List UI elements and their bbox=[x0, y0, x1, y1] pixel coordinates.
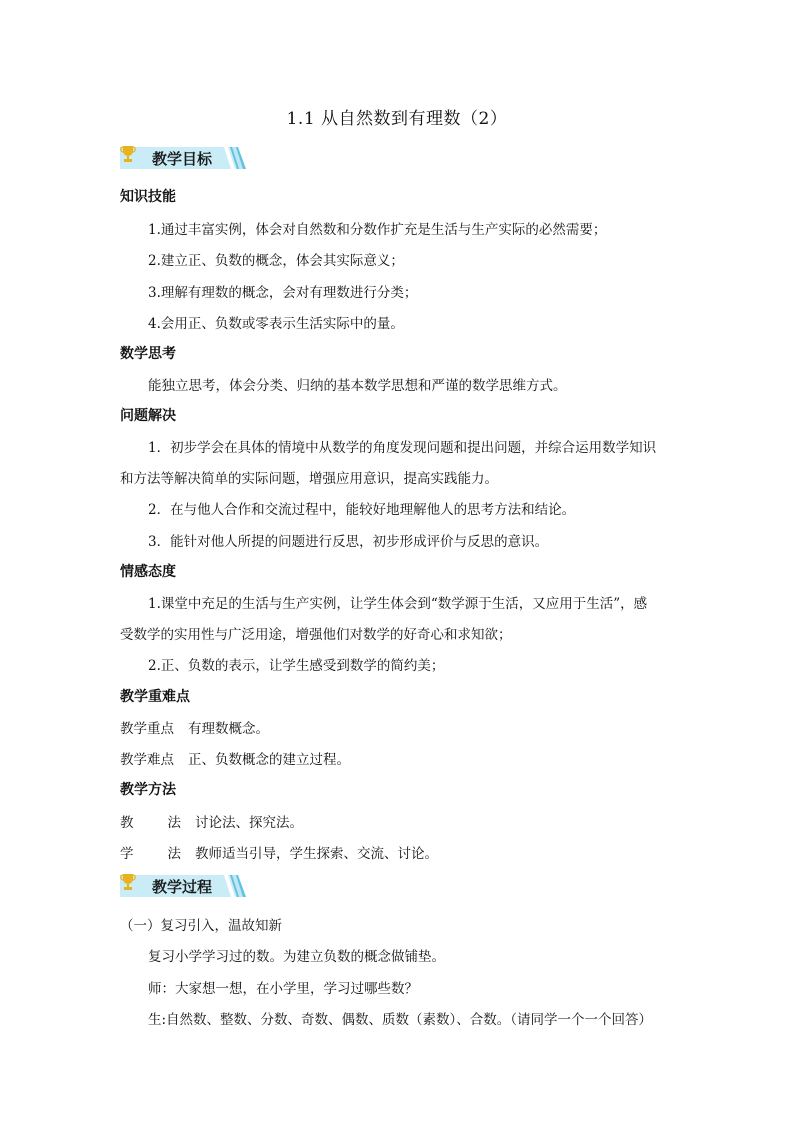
section-banner-goals bbox=[120, 145, 246, 171]
thinking-item-1: 能独立思考，体会分类、归纳的基本数学思想和严谨的数学思维方式。 bbox=[148, 378, 567, 394]
process-line-1: 复习小学学习过的数。为建立负数的概念做铺垫。 bbox=[148, 949, 445, 965]
learn-value: 教师适当引导，学生探索、交流、讨论。 bbox=[195, 846, 438, 862]
keypoint-focus bbox=[120, 717, 269, 737]
teach-value: 讨论法、探究法。 bbox=[195, 815, 303, 831]
heading-thinking: 数学思考 bbox=[120, 346, 176, 362]
knowledge-item-3: 3.理解有理数的概念，会对有理数进行分类； bbox=[148, 285, 418, 301]
method-learn bbox=[120, 842, 438, 862]
heading-attitude: 情感态度 bbox=[120, 564, 176, 580]
banner-label: 教学目标 bbox=[152, 150, 213, 168]
teach-label-1: 教 bbox=[120, 815, 134, 831]
knowledge-item-1: 1.通过丰富实例，体会对自然数和分数作扩充是生活与生产实际的必然需要； bbox=[148, 222, 607, 238]
problem-item-1-cont: 和方法等解决简单的实际问题，增强应用意识，提高实践能力。 bbox=[120, 471, 498, 487]
attitude-item-1-cont: 受数学的实用性与广泛用途，增强他们对数学的好奇心和求知欲； bbox=[120, 627, 512, 643]
trophy-icon bbox=[120, 145, 136, 163]
heading-problem: 问题解决 bbox=[120, 408, 176, 424]
learn-label-1: 学 bbox=[120, 846, 134, 862]
heading-methods: 教学方法 bbox=[120, 782, 176, 798]
method-teach bbox=[120, 811, 303, 831]
heading-knowledge: 知识技能 bbox=[120, 189, 176, 205]
focus-value: 有理数概念。 bbox=[188, 721, 269, 737]
section-banner-process bbox=[120, 873, 246, 899]
process-line-2: 师：大家想一想，在小学里，学习过哪些数？ bbox=[148, 981, 418, 997]
difficulty-value: 正、负数概念的建立过程。 bbox=[188, 752, 350, 768]
focus-label: 教学重点 bbox=[120, 721, 174, 737]
difficulty-label: 教学难点 bbox=[120, 752, 174, 768]
attitude-item-2: 2.正、负数的表示，让学生感受到数学的简约美； bbox=[148, 658, 445, 674]
knowledge-item-2: 2.建立正、负数的概念，体会其实际意义； bbox=[148, 253, 404, 269]
learn-label-2: 法 bbox=[167, 846, 181, 862]
problem-item-1: 1．初步学会在具体的情境中从数学的角度发现问题和提出问题，并综合运用数学知识 bbox=[148, 440, 657, 456]
document-title: 1.1 从自然数到有理数（2） bbox=[286, 109, 508, 129]
process-line-3: 生:自然数、整数、分数、奇数、偶数、质数（素数）、合数。（请同学一个一个回答） bbox=[148, 1012, 653, 1028]
trophy-icon bbox=[120, 873, 136, 891]
keypoint-difficulty bbox=[120, 748, 350, 768]
process-step-title: （一）复习引入，温故知新 bbox=[120, 918, 282, 934]
problem-item-2: 2．在与他人合作和交流过程中，能较好地理解他人的思考方法和结论。 bbox=[148, 502, 576, 518]
teach-label-2: 法 bbox=[167, 815, 181, 831]
heading-keypoints: 教学重难点 bbox=[120, 689, 190, 705]
knowledge-item-4: 4.会用正、负数或零表示生活实际中的量。 bbox=[148, 316, 404, 332]
attitude-item-1: 1.课堂中充足的生活与生产实例，让学生体会到“数学源于生活，又应用于生活”，感 bbox=[148, 596, 648, 612]
problem-item-3: 3．能针对他人所提的问题进行反思，初步形成评价与反思的意识。 bbox=[148, 534, 549, 550]
banner-label: 教学过程 bbox=[152, 878, 213, 896]
